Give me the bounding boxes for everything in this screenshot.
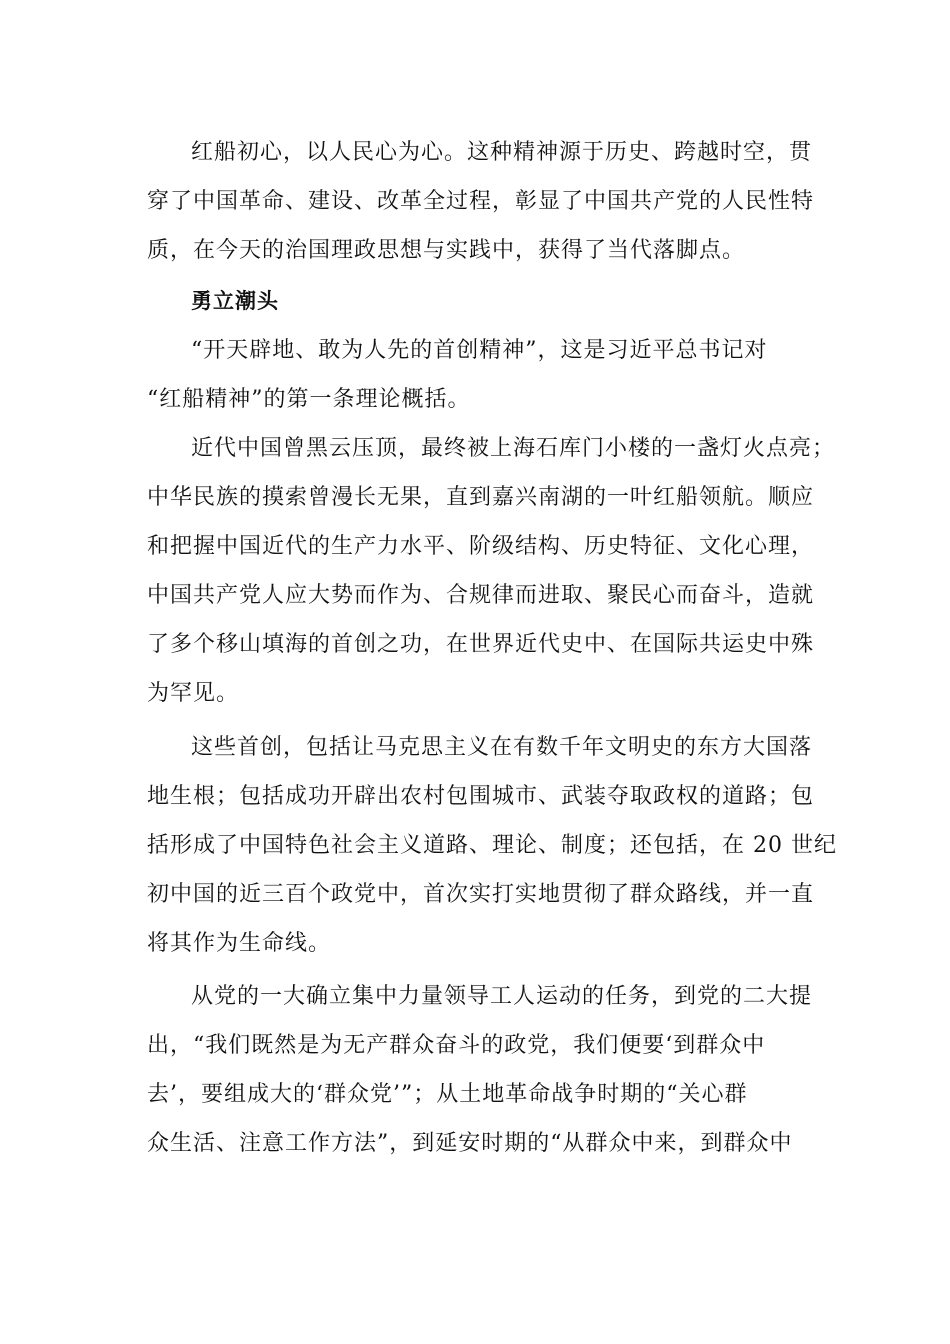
paragraph-line: 和把握中国近代的生产力水平、阶级结构、历史特征、文化心理，	[147, 534, 815, 559]
paragraph-line: 穿了中国革命、建设、改革全过程，彰显了中国共产党的人民性特	[147, 189, 815, 214]
paragraph-line: 众生活、注意工作方法”，到延安时期的“从群众中来，到群众中	[147, 1131, 793, 1156]
paragraph-line: 红船初心，以人民心为心。这种精神源于历史、跨越时空，贯	[191, 140, 813, 165]
paragraph-line: “开天辟地、敢为人先的首创精神”，这是习近平总书记对	[191, 338, 768, 363]
paragraph-2	[147, 326, 807, 424]
paragraph-line: 括形成了中国特色社会主义道路、理论、制度；还包括，在 20 世纪	[147, 833, 837, 858]
paragraph-4	[147, 723, 837, 968]
paragraph-line: 初中国的近三百个政党中，首次实打实地贯彻了群众路线，并一直	[147, 882, 815, 907]
paragraph-5	[147, 972, 813, 1168]
paragraph-line: 近代中国曾黑云压顶，最终被上海石库门小楼的一盏灯火点亮；	[191, 436, 836, 461]
paragraph-line: 去’，要组成大的‘群众党’”；从土地革命战争时期的“关心群	[147, 1082, 748, 1107]
paragraph-line: 将其作为生命线。	[147, 931, 332, 956]
paragraph-line: 地生根；包括成功开辟出农村包围城市、武装夺取政权的道路；包	[147, 784, 815, 809]
paragraph-line: 出，“我们既然是为无产群众奋斗的政党，我们便要‘到群众中	[147, 1033, 766, 1058]
section-heading	[147, 277, 807, 326]
paragraph-line: 中国共产党人应大势而作为、合规律而进取、聚民心而奋斗，造就	[147, 583, 815, 608]
paragraph-line: 了多个移山填海的首创之功，在世界近代史中、在国际共运史中殊	[147, 632, 815, 657]
paragraph-line: 从党的一大确立集中力量领导工人运动的任务，到党的二大提	[191, 984, 813, 1009]
paragraph-line: “红船精神”的第一条理论概括。	[147, 387, 471, 412]
paragraph-line: 为罕见。	[147, 681, 240, 706]
paragraph-line: 质，在今天的治国理政思想与实践中，获得了当代落脚点。	[147, 238, 746, 263]
paragraph-line: 这些首创，包括让马克思主义在有数千年文明史的东方大国落	[191, 735, 813, 760]
section-heading-text: 勇立潮头	[191, 289, 279, 313]
paragraph-line: 中华民族的摸索曾漫长无果，直到嘉兴南湖的一叶红船领航。顺应	[147, 485, 815, 510]
paragraph-3	[147, 424, 836, 718]
paragraph-1	[147, 128, 815, 275]
